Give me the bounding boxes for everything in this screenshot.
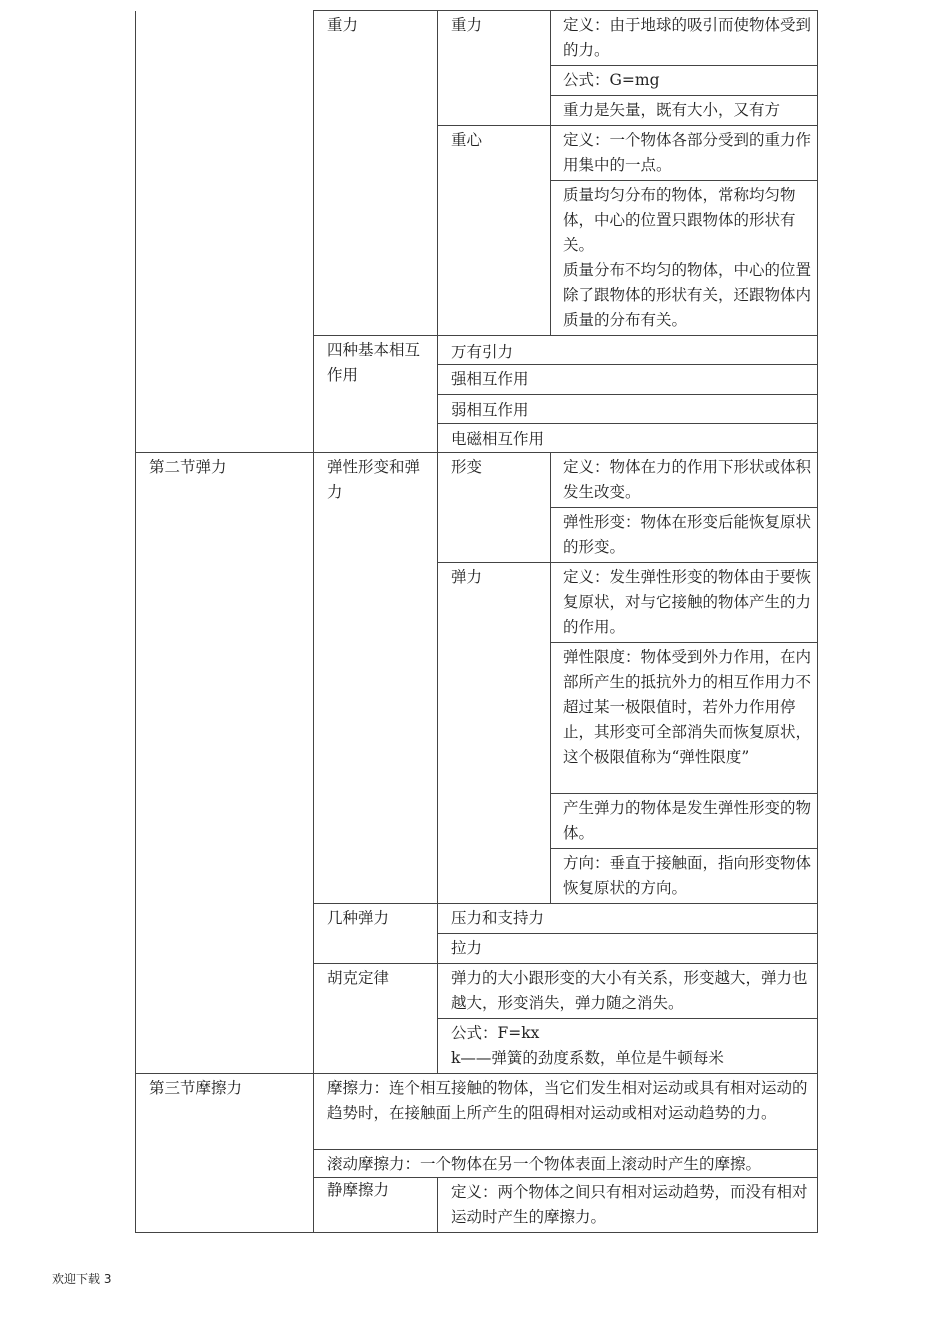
item-cell: 弱相互作用 xyxy=(438,395,818,424)
item-cell: 压力和支持力 xyxy=(438,904,818,934)
formula-cell xyxy=(551,66,818,96)
table-row xyxy=(136,453,818,508)
sub-cell: 弹性形变和弹力 xyxy=(314,453,438,904)
detail-cell: 定义：两个物体之间只有相对运动趋势，而没有相对运动时产生的摩擦力。 xyxy=(438,1178,818,1233)
item-cell: 拉力 xyxy=(438,934,818,964)
detail-cell: 弹力的大小跟形变的大小有关系，形变越大，弹力也越大，形变消失，弹力随之消失。 xyxy=(438,964,818,1019)
section-cell: 第三节摩擦力 xyxy=(136,1074,314,1233)
item-cell: 强相互作用 xyxy=(438,365,818,395)
section-cell-blank xyxy=(136,11,314,453)
item-cell: 电磁相互作用 xyxy=(438,424,818,453)
sub-cell: 重力 xyxy=(314,11,438,336)
group-cell: 弹力 xyxy=(438,563,551,904)
table-row xyxy=(136,11,818,66)
detail-cell: 重力是矢量，既有大小，又有方 xyxy=(551,96,818,126)
page-footer: 欢迎下载 3 xyxy=(52,1272,112,1286)
detail-cell: 摩擦力：连个相互接触的物体，当它们发生相对运动或具有相对运动的趋势时，在接触面上所产生的阻碍相对运动或相对运动趋势的力。 xyxy=(314,1074,818,1150)
formula-text: 公式：F=kx xyxy=(451,1024,540,1042)
detail-cell xyxy=(438,1019,818,1074)
detail-cell: 定义：由于地球的吸引而使物体受到的力。 xyxy=(551,11,818,66)
detail-cell: 滚动摩擦力：一个物体在另一个物体表面上滚动时产生的摩擦。 xyxy=(314,1150,818,1178)
knowledge-table xyxy=(135,10,818,1233)
detail-cell: 方向：垂直于接触面，指向形变物体恢复原状的方向。 xyxy=(551,849,818,904)
formula-text: 公式：G=mg xyxy=(563,71,660,89)
detail-cell: 弹性限度：物体受到外力作用，在内部所产生的抵抗外力的相互作用力不超过某一极限值时，若外力作用停止，其形变可全部消失而恢复原状，这个极限值称为“弹性限度” xyxy=(551,643,818,794)
group-cell: 重力 xyxy=(438,11,551,126)
detail-cell: 定义：物体在力的作用下形状或体积发生改变。 xyxy=(551,453,818,508)
sub-cell: 胡克定律 xyxy=(314,964,438,1074)
sub-cell: 静摩擦力 xyxy=(314,1178,438,1233)
detail-cell: 定义：发生弹性形变的物体由于要恢复原状，对与它接触的物体产生的力的作用。 xyxy=(551,563,818,643)
detail-paragraph: 质量均匀分布的物体，常称均匀物体，中心的位置只跟物体的形状有关。 xyxy=(563,186,796,254)
detail-paragraph: 质量分布不均匀的物体，中心的位置除了跟物体的形状有关，还跟物体内质量的分布有关。 xyxy=(563,261,812,329)
detail-paragraph: k——弹簧的劲度系数，单位是牛顿每米 xyxy=(451,1049,724,1067)
detail-cell: 产生弹力的物体是发生弹性形变的物体。 xyxy=(551,794,818,849)
group-cell: 重心 xyxy=(438,126,551,336)
section-cell: 第二节弹力 xyxy=(136,453,314,1074)
table-row xyxy=(136,1074,818,1150)
detail-cell: 定义：一个物体各部分受到的重力作用集中的一点。 xyxy=(551,126,818,181)
item-cell: 万有引力 xyxy=(438,336,818,365)
sub-cell: 几种弹力 xyxy=(314,904,438,964)
detail-cell xyxy=(551,181,818,336)
sub-cell: 四种基本相互作用 xyxy=(314,336,438,453)
detail-cell: 弹性形变：物体在形变后能恢复原状的形变。 xyxy=(551,508,818,563)
group-cell: 形变 xyxy=(438,453,551,563)
